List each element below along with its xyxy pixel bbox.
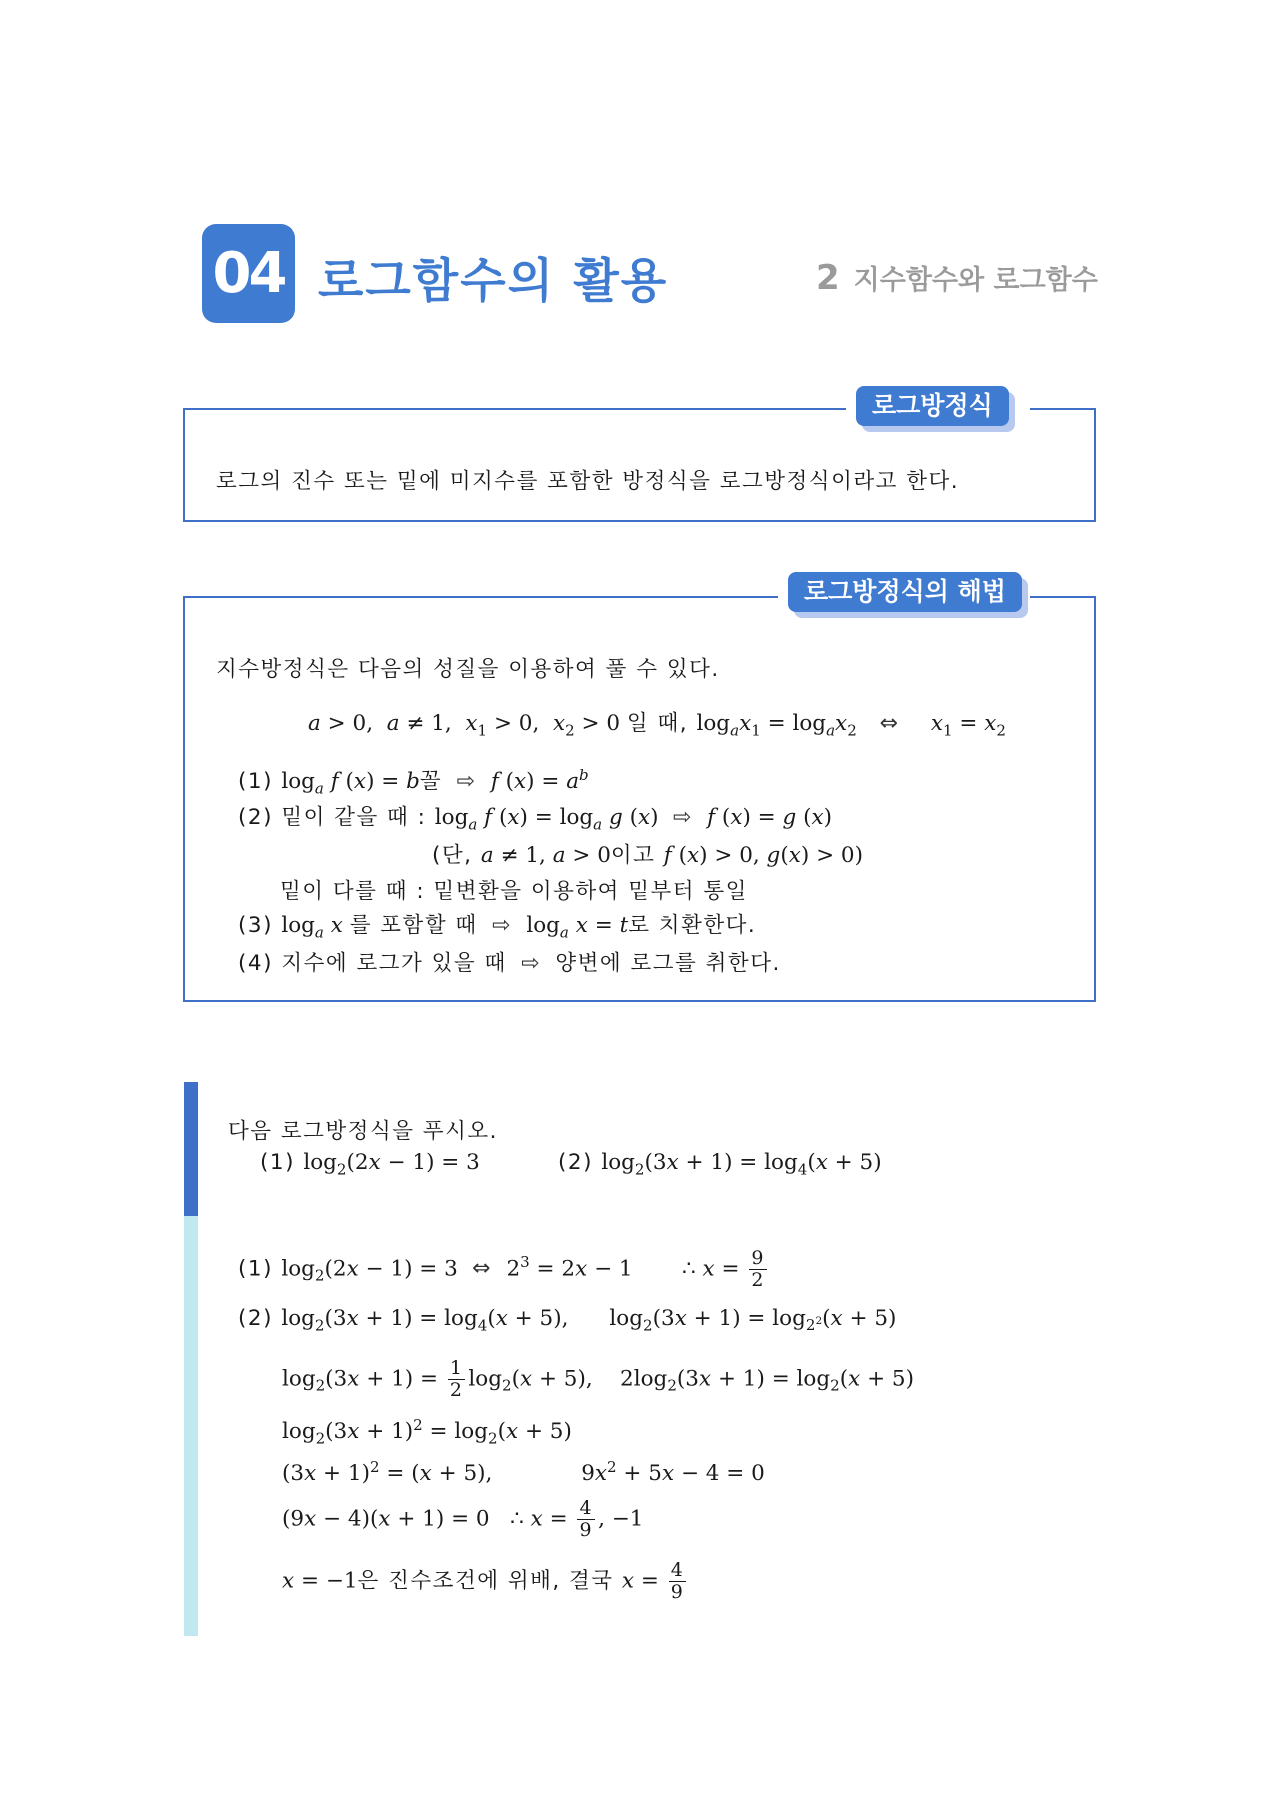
- problem-2: (2) $\log_2(3x + 1) = \log_4(x + 5)$: [558, 1150, 882, 1179]
- item-text: 로 치환한다.: [628, 913, 757, 938]
- condition-line: a > 0, a ≠ 1, $x_1 > 0$, $x_2 > 0$ 일 때, $\log_ax_1 = \log_ax_2$ ⇔ $x_1 = x_2$: [308, 711, 1006, 740]
- fraction: $\frac{4}{9}$: [579, 1497, 594, 1541]
- chapter-label: [816, 258, 1098, 298]
- problem-1: (1) $\log_2(2x - 1) = 3$: [260, 1150, 480, 1179]
- method-item-2-sub: 밑이 다를 때 : 밑변환을 이용하여 밑부터 통일: [280, 879, 748, 904]
- item-label: (2): [238, 805, 273, 830]
- solution-bar: [184, 1216, 198, 1636]
- item-text: 지수에 로그가 있을 때: [281, 951, 507, 976]
- item-label: (1): [238, 769, 273, 794]
- item-label: (2): [238, 1306, 273, 1331]
- solution-2-step-3: $(3x + 1)^2 = (x + 5)$, $9x^2 + 5x - 4 = 0$: [282, 1458, 765, 1487]
- chapter-title: 지수함수와 로그함수: [853, 265, 1098, 296]
- problem-bar: [184, 1082, 198, 1216]
- definition-tag: 로그방정식: [856, 386, 1009, 426]
- item-label: (2): [558, 1150, 593, 1175]
- hollow-right-arrow-icon: ⇨: [672, 805, 693, 830]
- double-arrow-icon: ⇔: [472, 1256, 493, 1282]
- item-text: 를 포함할 때: [349, 913, 478, 938]
- hollow-right-arrow-icon: ⇨: [521, 951, 542, 976]
- item-text: 양변에 로그를 취한다.: [555, 951, 781, 976]
- method-intro: 지수방정식은 다음의 성질을 이용하여 풀 수 있다.: [216, 657, 720, 682]
- method-item-4: [238, 946, 781, 977]
- method-item-2: (2) 밑이 같을 때 : $\log_a f$ $(x) = \log_a g$ (x) ⇨ f (x) = g (x): [238, 805, 833, 834]
- item-label: (4): [238, 951, 273, 976]
- method-item-1: (1) $\log_a f$ (x) = b꼴 ⇨ f $(x) = a^b$: [238, 765, 589, 798]
- solution-2-step-2: $\log_2(3x + 1)^2 = \log_2(x + 5)$: [282, 1416, 572, 1448]
- solution-2-step-1: $\log_2(3x + 1)$ = $\frac{1}{2}$ $\log_2(x + 5)$, $2\log_2(3x + 1) = \log_2(x + 5)$: [282, 1357, 914, 1401]
- method-tag: 로그방정식의 해법: [788, 572, 1022, 612]
- solution-1: (1) $\log_2(2x - 1) = 3$ ⇔ $2^3 = 2x - 1$ ∴ x = $\frac{9}{2}$: [238, 1247, 765, 1291]
- section-number-badge: 04: [202, 224, 295, 323]
- item-label: (1): [260, 1150, 295, 1175]
- method-item-3: (3) $\log_a x$ 를 포함할 때 ⇨ $\log_a x = t$로 치환한다.: [238, 913, 757, 942]
- final-text: 은 진수조건에 위배, 결국: [357, 1568, 614, 1594]
- fraction: $\frac{4}{9}$: [670, 1559, 685, 1603]
- therefore-icon: ∴: [510, 1506, 531, 1532]
- page-title: 로그함수의 활용: [318, 254, 669, 309]
- condition-when: 일 때,: [626, 711, 689, 736]
- item-label: (1): [238, 1256, 273, 1282]
- fraction: $\frac{9}{2}$: [751, 1247, 765, 1291]
- hollow-right-arrow-icon: ⇨: [492, 913, 512, 938]
- definition-text: 로그의 진수 또는 밑에 미지수를 포함한 방정식을 로그방정식이라고 한다.: [216, 469, 960, 494]
- solution-2-final: x = −1은 진수조건에 위배, 결국 x = $\frac{4}{9}$: [282, 1559, 685, 1603]
- solution-2: (2) $\log_2(3x + 1) = \log_4(x + 5)$, $\log_2(3x + 1) = \log_{2^2}(x + 5)$: [238, 1306, 897, 1335]
- note-open: (단,: [432, 843, 473, 868]
- item-text: 밑이 같을 때 :: [281, 805, 427, 830]
- problem-prompt: 다음 로그방정식을 푸시오.: [228, 1119, 498, 1144]
- fraction: $\frac{1}{2}$: [449, 1357, 464, 1401]
- double-arrow-icon: ⇔: [871, 711, 917, 736]
- hollow-right-arrow-icon: ⇨: [456, 769, 477, 794]
- chapter-number: 2: [816, 258, 840, 298]
- solution-2-step-4: (9x − 4)(x + 1) = 0 ∴ x = $\frac{4}{9}$ , −1: [282, 1497, 644, 1541]
- item-label: (3): [238, 913, 273, 938]
- therefore-icon: ∴: [640, 1256, 703, 1282]
- note-mid: 이고: [610, 843, 656, 868]
- method-item-2-note: (단, a ≠ 1, a > 0이고 f (x) > 0, g(x) > 0): [432, 843, 863, 868]
- item-text: 꼴: [419, 769, 443, 794]
